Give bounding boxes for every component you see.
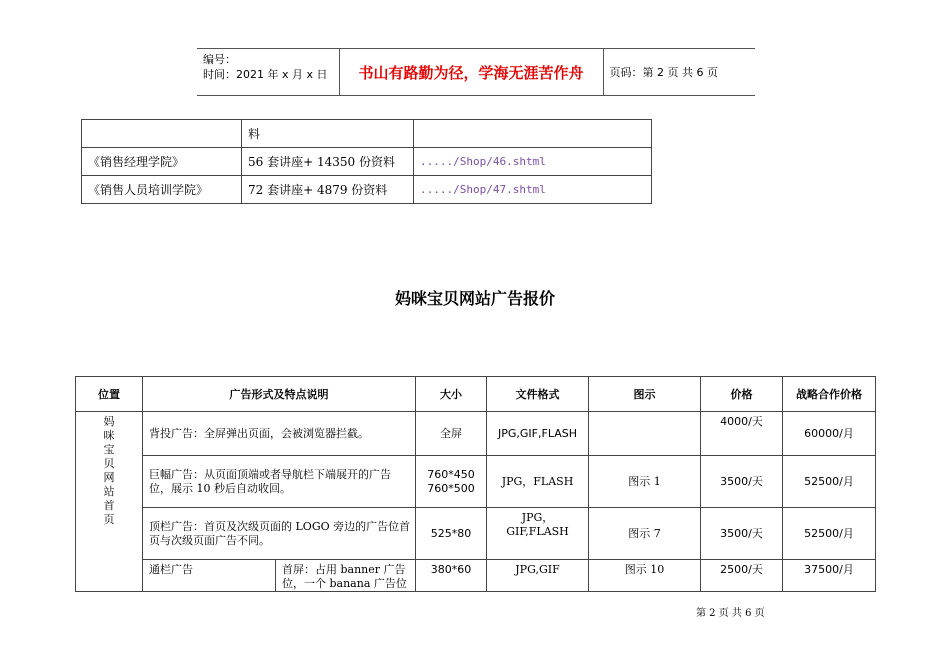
ad-price: 3500/天: [701, 508, 783, 560]
ad-description: 顶栏广告：首页及次级页面的 LOGO 旁边的广告位首页与次级页面广告不同。: [143, 508, 416, 560]
col-header-size: 大小: [416, 377, 487, 412]
table-row: [82, 148, 652, 176]
table-row: [76, 508, 876, 560]
ad-format: JPG,GIF: [487, 560, 589, 592]
ad-coop-price: 52500/月: [783, 456, 876, 508]
resource-name: [82, 120, 242, 148]
ad-price: 3500/天: [701, 456, 783, 508]
table-row: [82, 120, 652, 148]
page-footer: 第 2 页 共 6 页: [696, 608, 765, 619]
table-row: [76, 412, 876, 456]
resource-link[interactable]: [414, 120, 652, 148]
ad-format: JPG，GIF,FLASH: [487, 508, 589, 560]
resource-link[interactable]: ...../Shop/47.shtml: [414, 176, 652, 204]
resource-table: [81, 119, 652, 204]
position-cell: 妈 咪 宝 贝 网 站 首 页: [76, 412, 143, 592]
col-header-price: 价格: [701, 377, 783, 412]
col-header-format: 文件格式: [487, 377, 589, 412]
ad-description: 背投广告：全屏弹出页面，会被浏览器拦截。: [143, 412, 416, 456]
table-header-row: [76, 377, 876, 412]
ad-figure: 图示 10: [589, 560, 701, 592]
ad-size: 525*80: [416, 508, 487, 560]
header-motto: 书山有路勤为径，学海无涯苦作舟: [339, 49, 603, 96]
ad-size: 760*450 760*500: [416, 456, 487, 508]
ad-price: 2500/天: [701, 560, 783, 592]
ad-figure: [589, 412, 701, 456]
ad-coop-price: 37500/月: [783, 560, 876, 592]
col-header-coop-price: 战略合作价格: [783, 377, 876, 412]
header-time: 时间：2021 年 x 月 x 日: [203, 68, 328, 81]
ad-size: 全屏: [416, 412, 487, 456]
col-header-figure: 图示: [589, 377, 701, 412]
resource-desc: 72 套讲座+ 4879 份资料: [242, 176, 414, 204]
section-title: 妈咪宝贝网站广告报价: [394, 289, 555, 308]
resource-desc: 料: [242, 120, 414, 148]
col-header-position: 位置: [76, 377, 143, 412]
resource-link[interactable]: ...../Shop/46.shtml: [414, 148, 652, 176]
page-header: [197, 48, 755, 96]
header-page: 页码：第 2 页 共 6 页: [603, 49, 755, 96]
resource-name: 《销售人员培训学院》: [82, 176, 242, 204]
header-meta: [197, 49, 339, 96]
table-row: [76, 456, 876, 508]
ad-price-table: [75, 376, 876, 592]
ad-format: JPG，FLASH: [487, 456, 589, 508]
table-row: [82, 176, 652, 204]
ad-format: JPG,GIF,FLASH: [487, 412, 589, 456]
header-number: 编号：: [203, 53, 236, 66]
ad-figure: 图示 1: [589, 456, 701, 508]
ad-description: 通栏广告: [143, 560, 276, 592]
ad-coop-price: 60000/月: [783, 412, 876, 456]
ad-subdescription: 首屏：占用 banner 广告位，一个 banana 广告位: [276, 560, 416, 592]
resource-desc: 56 套讲座+ 14350 份资料: [242, 148, 414, 176]
ad-description: 巨幅广告：从页面顶端或者导航栏下端展开的广告位，展示 10 秒后自动收回。: [143, 456, 416, 508]
ad-coop-price: 52500/月: [783, 508, 876, 560]
resource-name: 《销售经理学院》: [82, 148, 242, 176]
ad-price: 4000/天: [701, 412, 783, 456]
col-header-description: 广告形式及特点说明: [143, 377, 416, 412]
table-row: [76, 560, 876, 592]
ad-size: 380*60: [416, 560, 487, 592]
ad-figure: 图示 7: [589, 508, 701, 560]
